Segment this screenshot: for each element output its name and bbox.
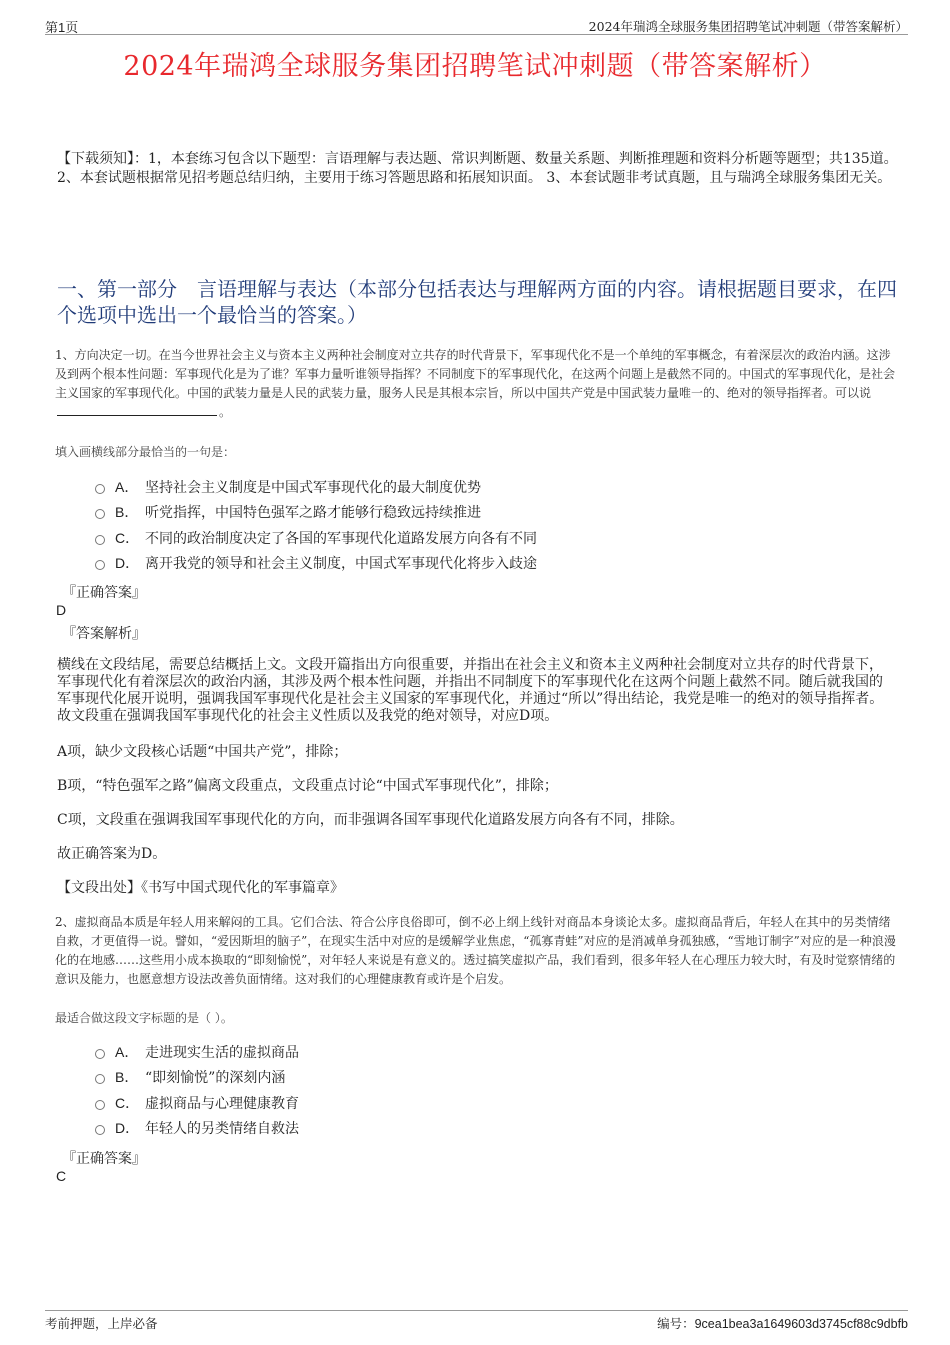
radio-icon[interactable] <box>95 1074 105 1084</box>
option-text: “即刻愉悦”的深刻内涵 <box>145 1070 286 1087</box>
question-2-answer-label: 『正确答案』 <box>62 1151 146 1167</box>
option-letter: B． <box>115 1069 139 1086</box>
option-letter: B． <box>115 504 139 521</box>
option-text: 年轻人的另类情绪自救法 <box>145 1121 299 1138</box>
question-2-option-d[interactable] <box>95 1116 795 1142</box>
question-1-answer-label: 『正确答案』 <box>62 585 146 601</box>
fill-blank <box>57 403 217 416</box>
option-text: 不同的政治制度决定了各国的军事现代化道路发展方向各有不同 <box>145 530 537 547</box>
analysis-point-a: A项，缺少文段核心话题“中国共产党”，排除； <box>57 744 348 760</box>
question-1-text <box>55 346 900 422</box>
footer-code-value: 9cea1bea3a1649603d3745cf88c9dbfb <box>694 1317 908 1331</box>
footer-divider <box>45 1310 908 1311</box>
question-2-options <box>95 1039 795 1141</box>
question-1-stem: 1、方向决定一切。在当今世界社会主义与资本主义两种社会制度对立共存的时代背景下，军事现代化不是一个单纯的军事概念，有着深层次的政治内涵。这涉及到两个根本性问题：军事现代化是为了谁？军事力量听谁领导指挥？不同制度下的军事现代化，在这两个问题上是截然不同的。中国式的军事现代化，是社会主义国家的军事现代化。中国的武装力量是人民的武装力量，服务人民是其根本宗旨，所以中国共产党是中国武装力量唯一的、绝对的领导指挥者。可以说 <box>55 348 896 400</box>
option-text: 听党指挥，中国特色强军之路才能够行稳致远持续推进 <box>145 505 481 522</box>
option-letter: A． <box>115 1043 139 1060</box>
question-1-source: 【文段出处】《书写中国式现代化的军事篇章》 <box>57 880 344 896</box>
option-letter: D． <box>115 1120 140 1137</box>
question-1-stem-end: 。 <box>219 405 232 419</box>
question-1-analysis-label: 『答案解析』 <box>62 626 146 642</box>
radio-icon[interactable] <box>95 1049 105 1059</box>
option-letter: C． <box>115 1094 140 1111</box>
question-1-options <box>95 474 795 576</box>
question-1-option-b[interactable] <box>95 500 795 526</box>
option-text: 虚拟商品与心理健康教育 <box>145 1095 299 1112</box>
question-2-option-c[interactable] <box>95 1090 795 1116</box>
question-2-option-a[interactable] <box>95 1039 795 1065</box>
analysis-conclusion: 故正确答案为D。 <box>57 846 167 862</box>
download-notice: 【下载须知】：1，本套练习包含以下题型：言语理解与表达题、常识判断题、数量关系题、判断推理题和资料分析题等题型；共135道。 2、本套试题根据常见招考题总结归纳，主要用于练习答题思路和拓展知识面。 3、本套试题非考试真题，且与瑞鸿全球服务集团无关。 <box>57 151 898 186</box>
question-1-option-c[interactable] <box>95 525 795 551</box>
option-letter: C． <box>115 529 140 546</box>
question-2-prompt: 最适合做这段文字标题的是（ ）。 <box>55 1011 233 1025</box>
analysis-point-c: C项，文段重在强调我国军事现代化的方向，而非强调各国军事现代化道路发展方向各有不同，排除。 <box>57 812 684 828</box>
radio-icon[interactable] <box>95 509 105 519</box>
footer-code-label: 编号： <box>657 1316 695 1331</box>
question-2-text: 2、虚拟商品本质是年轻人用来解闷的工具。它们合法、符合公序良俗即可，倒不必上纲上线针对商品本身谈论太多。虚拟商品背后，年轻人在其中的另类情绪自救，才更值得一说。譬如，“爱因斯坦的脑子”，在现实生活中对应的是缓解学业焦虑，“孤寡青蛙”对应的是消减单身孤独感，“雪地订制字”对应的是一种浪漫化的在地感……这些用小成本换取的“即刻愉悦”，对年轻人来说是有意义的。透过搞笑虚拟产品，我们看到，很多年轻人在心理压力较大时，有及时觉察情绪的意识及能力，也愿意想方设法改善负面情绪。这对我们的心理健康教育或许是个启发。 <box>55 915 896 986</box>
question-1-answer: D <box>56 602 67 618</box>
question-1-analysis: 横线在文段结尾，需要总结概括上文。文段开篇指出方向很重要，并指出在社会主义和资本主义两种社会制度对立共存的时代背景下，军事现代化有着深层次的政治内涵，其涉及两个根本性问题，并指出不同制度下的军事现代化在这两个问题上截然不同。随后就我国的军事现代化展开说明，强调我国军事现代化是社会主义国家的军事现代化，并通过“所以”得出结论，我党是唯一的绝对的领导指挥者。故文段重在强调我国军事现代化的社会主义性质以及我党的绝对领导，对应D项。 <box>57 657 884 724</box>
option-text: 走进现实生活的虚拟商品 <box>145 1044 299 1061</box>
footer-slogan: 考前押题，上岸必备 <box>45 1316 158 1331</box>
footer-code <box>657 1314 908 1332</box>
analysis-point-b: B项，“特色强军之路”偏离文段重点，文段重点讨论“中国式军事现代化”，排除； <box>57 778 558 794</box>
section-title: 一、第一部分 言语理解与表达（本部分包括表达与理解两方面的内容。请根据题目要求，在四个选项中选出一个最恰当的答案。） <box>57 277 897 327</box>
option-letter: D． <box>115 555 140 572</box>
radio-icon[interactable] <box>95 484 105 494</box>
question-2-answer: C <box>56 1168 67 1184</box>
question-1-prompt: 填入画横线部分最恰当的一句是： <box>55 445 236 459</box>
page-number: 第1页 <box>45 20 79 35</box>
question-2-option-b[interactable] <box>95 1065 795 1091</box>
question-1-option-a[interactable] <box>95 474 795 500</box>
option-text: 离开我党的领导和社会主义制度，中国式军事现代化将步入歧途 <box>145 556 537 573</box>
radio-icon[interactable] <box>95 560 105 570</box>
header-divider <box>45 34 908 35</box>
option-text: 坚持社会主义制度是中国式军事现代化的最大制度优势 <box>145 479 481 496</box>
document-title: 2024年瑞鸿全球服务集团招聘笔试冲刺题（带答案解析） <box>123 51 827 82</box>
option-letter: A． <box>115 478 139 495</box>
radio-icon[interactable] <box>95 535 105 545</box>
radio-icon[interactable] <box>95 1100 105 1110</box>
question-1-option-d[interactable] <box>95 551 795 577</box>
header-doc-title: 2024年瑞鸿全球服务集团招聘笔试冲刺题（带答案解析） <box>588 19 908 34</box>
radio-icon[interactable] <box>95 1125 105 1135</box>
